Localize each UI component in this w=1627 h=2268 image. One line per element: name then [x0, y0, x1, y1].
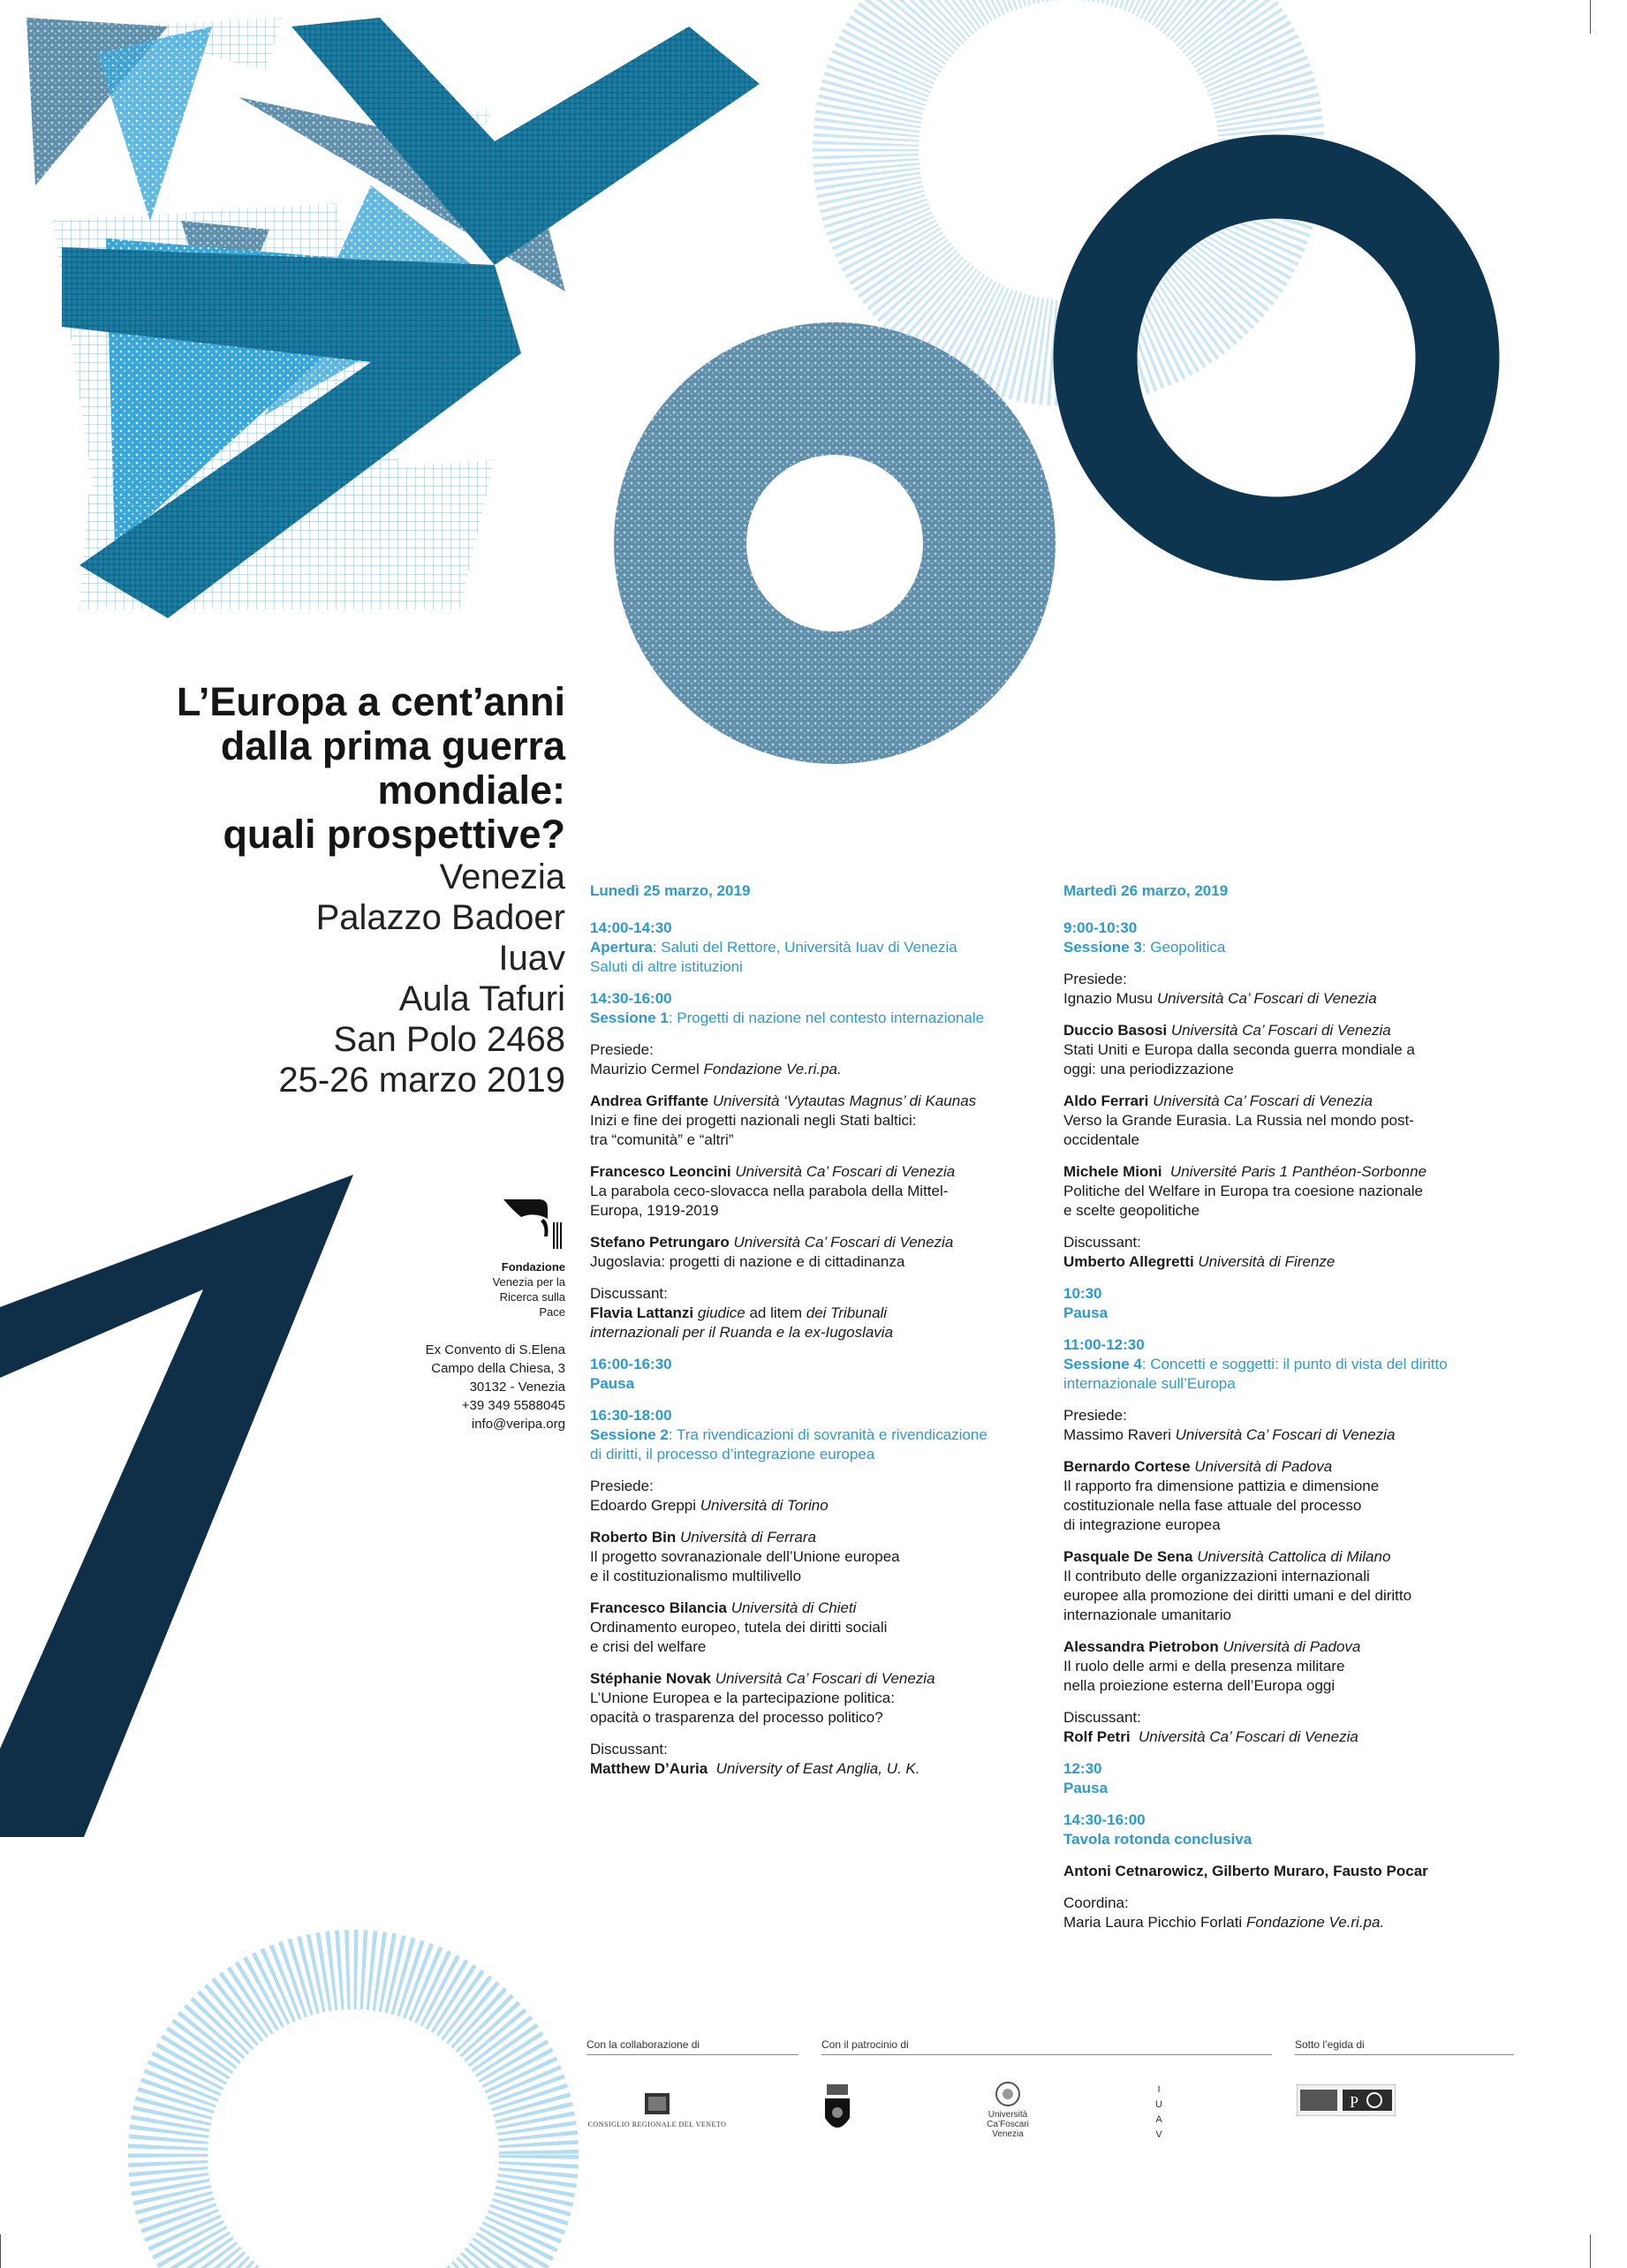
break-label: Pausa [590, 1375, 635, 1392]
program-day-1 [590, 881, 1036, 1791]
ca-foscari-line-1: Università [988, 2110, 1028, 2120]
talk-title: La parabola ceco-slovacca nella parabola della Mittel- [590, 1183, 949, 1199]
coordinator-name: Maria Laura Picchio Forlati [1063, 1914, 1243, 1931]
discussant-role: giudice [697, 1304, 745, 1321]
speaker-affiliation: Università Ca’ Foscari di Venezia [733, 1234, 954, 1251]
talk-title: Stati Uniti e Europa dalla seconda guerra mondiale a [1063, 1041, 1415, 1058]
chair-label: Presiede: [590, 1478, 654, 1494]
title-line-4: quali prospettive? [223, 812, 565, 857]
break-label: Pausa [1063, 1304, 1109, 1321]
session-3-discussant [1063, 1233, 1510, 1272]
session-2-time: 16:30-18:00 [590, 1407, 672, 1424]
address-line-1: Ex Convento di S.Elena [425, 1342, 565, 1357]
chair-label: Presiede: [590, 1041, 654, 1058]
discussant-affiliation-2: internazionali per il Ruanda e la ex-Iugoslavia [590, 1324, 894, 1341]
round-table-names: Antoni Cetnarowicz, Gilberto Muraro, Fausto Pocar [1063, 1863, 1428, 1879]
discussant-affiliation: University of East Anglia, U. K. [715, 1760, 920, 1777]
discussant-mid: ad litem [745, 1304, 806, 1321]
talk-title: Il progetto sovranazionale dell’Unione europea [590, 1548, 900, 1565]
address-line-2: Campo della Chiesa, 3 [431, 1361, 565, 1376]
program-day-2 [1063, 881, 1510, 1945]
talk-item [1063, 1021, 1510, 1079]
city-of-venice-logo [821, 2083, 853, 2143]
speaker-affiliation: Università ‘Vytautas Magnus’ di Kaunas [712, 1092, 977, 1109]
session-1-time: 14:30-16:00 [590, 990, 672, 1007]
consiglio-veneto-text: CONSIGLIO REGIONALE DEL VENETO [587, 2121, 727, 2128]
chair-label: Presiede: [1063, 971, 1127, 987]
talk-title: occidentale [1063, 1131, 1140, 1148]
session-2-title-2: di diritti, il processo d’integrazione europea [590, 1446, 875, 1463]
talk-title: tra “comunità” e “altri” [590, 1131, 734, 1148]
title-line-3: mondiale: [377, 767, 565, 813]
patronage-group [821, 2038, 1272, 2055]
partners-footer [586, 2038, 1514, 2153]
speaker-affiliation: Università Cattolica di Milano [1197, 1548, 1391, 1565]
address-line-3: 30132 - Venezia [469, 1380, 565, 1395]
talk-item [590, 1162, 1036, 1221]
session-1-header [590, 989, 1036, 1028]
foundation-sub-2: Ricerca sulla [499, 1290, 565, 1304]
opening-text: : Saluti del Rettore, Università Iuav di Venezia [652, 939, 957, 956]
session-2-chair [590, 1477, 1036, 1516]
discussant-label: Discussant: [590, 1741, 668, 1758]
iuav-logo [1150, 2083, 1168, 2143]
round-table-panel [1063, 1862, 1510, 1881]
session-1-title: : Progetti di nazione nel contesto internazionale [668, 1009, 985, 1026]
consiglio-veneto-logo [586, 2091, 728, 2128]
talk-title: Europa, 1919-2019 [590, 1202, 719, 1219]
discussant-label: Discussant: [590, 1285, 668, 1302]
discussant-affiliation: dei Tribunali [806, 1304, 888, 1321]
talk-item [590, 1092, 1036, 1150]
foundation-sub-1: Venezia per la [492, 1275, 565, 1289]
session-3-label: Sessione 3 [1063, 939, 1142, 956]
talk-title: Il contributo delle organizzazioni internazionali [1063, 1568, 1370, 1584]
round-table-coordinator [1063, 1894, 1510, 1932]
aegis-label: Sotto l’egida di [1295, 2038, 1514, 2055]
talk-item [1063, 1092, 1510, 1150]
title-line-1: L’Europa a cent’anni [176, 679, 565, 724]
venue-institution: Iuav [498, 939, 565, 978]
session-4-chair [1063, 1406, 1510, 1445]
svg-text:P: P [1350, 2093, 1359, 2111]
collaboration-label: Con la collaborazione di [586, 2038, 798, 2055]
talk-title: opacità o trasparenza del processo politico? [590, 1709, 883, 1726]
opening-time: 14:00-14:30 [590, 919, 672, 936]
speaker-affiliation: Università Ca’ Foscari di Venezia [735, 1163, 956, 1180]
speaker-affiliation: Università Ca’ Foscari di Venezia [1153, 1092, 1373, 1109]
venue-block [53, 857, 565, 1100]
session-2-header [590, 1406, 1036, 1464]
talk-title: e crisi del welfare [590, 1638, 707, 1655]
collaboration-group [586, 2038, 798, 2055]
talk-item [590, 1669, 1036, 1727]
speaker-name: Andrea Griffante [590, 1092, 709, 1109]
session-2-title: : Tra rivendicazioni di sovranità e rivendicazione [668, 1426, 988, 1443]
talk-item [1063, 1457, 1510, 1535]
talk-title: oggi: una periodizzazione [1063, 1061, 1234, 1077]
iuav-letter: A [1155, 2114, 1162, 2125]
foundation-sub-3: Pace [539, 1305, 565, 1319]
coordinator-affiliation: Fondazione Ve.ri.pa. [1245, 1914, 1385, 1931]
speaker-name: Duccio Basosi [1063, 1022, 1168, 1039]
break-time: 12:30 [1063, 1760, 1102, 1777]
chair-affiliation: Università di Torino [700, 1497, 829, 1514]
speaker-affiliation: Università di Padova [1194, 1458, 1333, 1475]
chair-name: Edoardo Greppi [590, 1497, 697, 1514]
talk-title: Inizi e fine dei progetti nazionali negli Stati baltici: [590, 1112, 917, 1129]
break-slot [1063, 1284, 1510, 1323]
session-3-time: 9:00-10:30 [1063, 919, 1138, 936]
opening-label: Apertura [590, 939, 653, 956]
iuav-letter: I [1157, 2084, 1161, 2095]
speaker-affiliation: Università di Ferrara [680, 1529, 817, 1546]
talk-title: e il costituzionalismo multilivello [590, 1568, 802, 1584]
speaker-affiliation: Università di Chieti [730, 1599, 857, 1616]
iuav-letter: U [1155, 2099, 1162, 2110]
talk-title: europee alla promozione dei diritti umani e del diritto [1063, 1587, 1412, 1604]
dove-icon [495, 1192, 565, 1254]
ca-foscari-seal-icon [995, 2081, 1021, 2107]
title-block [53, 680, 565, 1100]
session-4-title: : Concetti e soggetti: il punto di vista del diritto [1141, 1356, 1448, 1372]
phone-number: +39 349 5588045 [461, 1398, 565, 1413]
round-table-time: 14:30-16:00 [1063, 1811, 1146, 1828]
talk-item [590, 1528, 1036, 1586]
talk-title: Ordinamento europeo, tutela dei diritti sociali [590, 1619, 888, 1636]
chair-affiliation: Università Ca’ Foscari di Venezia [1175, 1426, 1396, 1443]
chair-name: Massimo Raveri [1063, 1426, 1171, 1443]
discussant-name: Matthew D’Auria [590, 1760, 708, 1777]
ca-foscari-line-2: Ca’Foscari [987, 2120, 1029, 2129]
talk-title: internazionale umanitario [1063, 1606, 1231, 1623]
session-4-label: Sessione 4 [1063, 1356, 1142, 1372]
speaker-name: Aldo Ferrari [1063, 1092, 1149, 1109]
chair-label: Presiede: [1063, 1407, 1127, 1424]
session-4-header [1063, 1335, 1510, 1394]
foundation-logo [397, 1192, 565, 1319]
talk-title: e scelte geopolitiche [1063, 1202, 1200, 1219]
session-1-chair [590, 1040, 1036, 1079]
iuav-letter: V [1155, 2129, 1162, 2140]
speaker-affiliation: Università Ca’ Foscari di Venezia [715, 1670, 935, 1687]
session-2-discussant [590, 1740, 1036, 1779]
discussant-name: Umberto Allegretti [1063, 1253, 1194, 1270]
session-4-discussant [1063, 1708, 1510, 1747]
talk-item [1063, 1547, 1510, 1625]
round-table-title: Tavola rotonda conclusiva [1063, 1831, 1252, 1848]
discussant-affiliation: Università Ca’ Foscari di Venezia [1139, 1728, 1358, 1745]
venue-dates: 25-26 marzo 2019 [278, 1061, 565, 1100]
chair-affiliation: Università Ca’ Foscari di Venezia [1156, 990, 1377, 1007]
talk-item [1063, 1162, 1510, 1221]
ca-foscari-line-3: Venezia [992, 2129, 1024, 2139]
break-time: 16:00-16:30 [590, 1356, 672, 1372]
discussant-name: Rolf Petri [1063, 1728, 1131, 1745]
speaker-name: Alessandra Pietrobon [1063, 1638, 1219, 1655]
speaker-affiliation: Università di Padova [1222, 1638, 1361, 1655]
talk-title: Verso la Grande Eurasia. La Russia nel mondo post- [1063, 1112, 1414, 1129]
aegis-group [1295, 2038, 1514, 2055]
chair-affiliation: Fondazione Ve.ri.pa. [703, 1061, 842, 1077]
break-slot [1063, 1759, 1510, 1798]
opening-slot [590, 919, 1036, 977]
speaker-name: Francesco Leoncini [590, 1163, 731, 1180]
talk-title: L’Unione Europea e la partecipazione politica: [590, 1690, 895, 1706]
chair-name: Maurizio Cermel [590, 1061, 700, 1077]
foundation-name: Fondazione [501, 1260, 565, 1274]
talk-item [1063, 1637, 1510, 1696]
coordinator-label: Coordina: [1063, 1894, 1129, 1911]
chair-name: Ignazio Musu [1063, 990, 1154, 1007]
venue-city: Venezia [439, 858, 565, 896]
talk-title: Il ruolo delle armi e della presenza militare [1063, 1658, 1345, 1675]
council-of-europe-icon [1297, 2084, 1396, 2116]
speaker-affiliation: Università Ca’ Foscari di Venezia [1170, 1022, 1391, 1039]
discussant-label: Discussant: [1063, 1234, 1141, 1251]
break-label: Pausa [1063, 1780, 1109, 1796]
talk-item [590, 1599, 1036, 1657]
session-4-time: 11:00-12:30 [1063, 1336, 1145, 1353]
speaker-name: Stéphanie Novak [590, 1670, 711, 1687]
speaker-name: Michele Mioni [1063, 1163, 1162, 1180]
venue-palace: Palazzo Badoer [315, 898, 565, 937]
discussant-affiliation: Università di Firenze [1198, 1253, 1336, 1270]
talk-title: Jugoslavia: progetti di nazione e di cittadinanza [590, 1253, 905, 1270]
council-of-europe-logo [1297, 2084, 1396, 2119]
session-3-title: : Geopolitica [1141, 939, 1226, 956]
coat-of-arms-icon [821, 2083, 853, 2141]
ca-foscari-logo [977, 2081, 1039, 2139]
break-slot [590, 1355, 1036, 1394]
email-link[interactable]: info@veripa.org [471, 1417, 565, 1432]
speaker-name: Stefano Petrungaro [590, 1234, 730, 1251]
speaker-name: Bernardo Cortese [1063, 1458, 1191, 1475]
patronage-label: Con il patrocinio di [821, 2038, 1272, 2055]
session-3-chair [1063, 970, 1510, 1009]
talk-title: di integrazione europea [1063, 1516, 1221, 1533]
talk-title: nella proiezione esterna dell’Europa oggi [1063, 1677, 1336, 1694]
session-1-discussant [590, 1284, 1036, 1342]
day-2-heading: Martedì 26 marzo, 2019 [1063, 882, 1229, 899]
speaker-affiliation: Université Paris 1 Panthéon-Sorbonne [1169, 1163, 1427, 1180]
speaker-name: Pasquale De Sena [1063, 1548, 1193, 1565]
talk-item [590, 1233, 1036, 1272]
session-2-label: Sessione 2 [590, 1426, 669, 1443]
discussant-label: Discussant: [1063, 1709, 1141, 1726]
lion-emblem-icon [639, 2091, 675, 2118]
talk-title: Politiche del Welfare in Europa tra coesione nazionale [1063, 1183, 1423, 1199]
contact-address [380, 1341, 565, 1433]
session-1-label: Sessione 1 [590, 1009, 669, 1026]
venue-address: San Polo 2468 [333, 1020, 565, 1059]
talk-title: Il rapporto fra dimensione pattizia e dimensione [1063, 1478, 1380, 1494]
session-4-title-2: internazionale sull’Europa [1063, 1375, 1236, 1392]
break-time: 10:30 [1063, 1285, 1102, 1302]
speaker-name: Roberto Bin [590, 1529, 677, 1546]
discussant-name: Flavia Lattanzi [590, 1304, 694, 1321]
round-table-header [1063, 1811, 1510, 1849]
session-3-header [1063, 919, 1510, 957]
title-line-2: dalla prima guerra [220, 723, 565, 768]
speaker-name: Francesco Bilancia [590, 1599, 727, 1616]
venue-room: Aula Tafuri [398, 979, 565, 1018]
day-1-heading: Lunedì 25 marzo, 2019 [590, 882, 751, 899]
talk-title: costituzionale nella fase attuale del processo [1063, 1497, 1362, 1514]
opening-text-2: Saluti di altre istituzioni [590, 958, 743, 975]
